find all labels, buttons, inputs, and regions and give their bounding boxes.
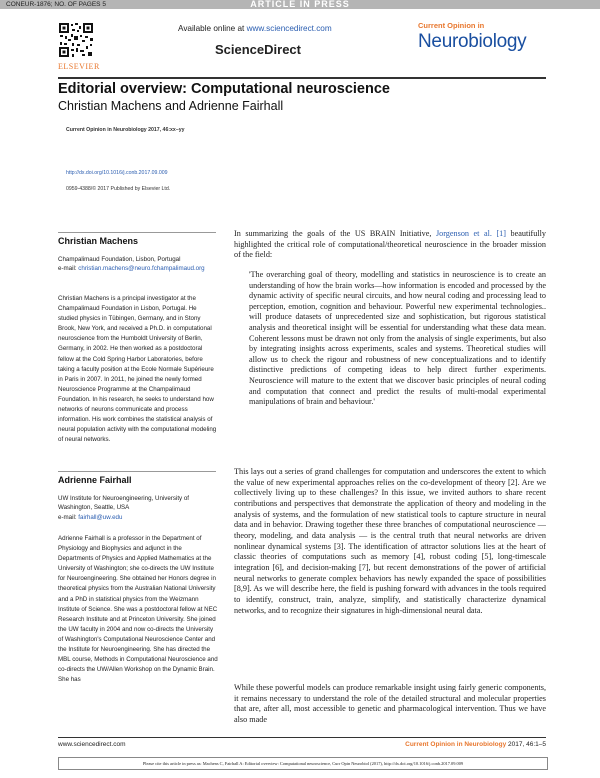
author1-email-link[interactable]: christian.machens@neuro.fchampalimaud.org <box>78 265 205 273</box>
author2-email-link[interactable]: fairhall@uw.edu <box>78 513 123 521</box>
sciencedirect-link[interactable]: www.sciencedirect.com <box>246 24 332 33</box>
availability-prefix: Available online at <box>178 24 247 33</box>
sidebar-divider <box>58 232 216 233</box>
author2-email-line <box>58 513 216 522</box>
article-authors: Christian Machens and Adrienne Fairhall <box>58 99 284 113</box>
article-ref-code: CONEUR-1876; NO. OF PAGES 5 <box>6 1 106 8</box>
header-divider <box>58 77 546 79</box>
author2-name: Adrienne Fairhall <box>58 475 132 485</box>
footer-volume: 2017, 46:1–5 <box>508 741 546 748</box>
journal-prefix: Current Opinion in <box>418 21 485 30</box>
doi-link[interactable]: http://dx.doi.org/10.1016/j.conb.2017.09.009 <box>66 170 168 176</box>
platform-name: ScienceDirect <box>215 42 301 57</box>
author2-affiliation: UW Institute for Neuroengineering, University of Washington, Seattle, USA <box>58 495 190 512</box>
para1-pre: In summarizing the goals of the US BRAIN Initiative, <box>234 229 436 238</box>
qr-code-icon[interactable] <box>58 22 94 58</box>
author1-name: Christian Machens <box>58 236 139 246</box>
ref-jorgenson-link[interactable]: Jorgenson et al. <box>435 229 492 238</box>
brain-initiative-quote: 'The overarching goal of theory, modelling and statistics in neuroscience is to create an understanding of how the brain works—how information is encoded and processed by the dynamic activity of specific neural circuits, and how neural coding and processing lead to perception, emotion, cognition and behaviour. Powerful new experimental technologies.. will produce datasets of unprecedented size and sophistication, but rigorous statistical analysis and theoretical insight will be essential for understanding what these data mean. Coherent lessons must be drawn not only from the analysis of single experiments, but also by integrating insights across experiments, scales and systems. Theoretical studies will allow us to check the rigour and robustness of new conceptualizations and to identify distinctive predictions of competing ideas to help direct further experiments. Neuroscience will mature to the extent that we discover basic principles of neural coding and computation that connect and predict the results of multi-modal experimental manipulations of brain and behaviour.' <box>249 270 546 407</box>
article-in-press-banner: ARTICLE IN PRESS <box>250 0 350 9</box>
journal-logo <box>418 21 546 71</box>
footer-divider <box>58 737 546 738</box>
para1-post: beautifully highlighted the critical role of computational/theoretical neuroscience in the broader mission of the field: <box>234 229 546 260</box>
author2-contact <box>58 494 216 522</box>
body-paragraph-2: This lays out a series of grand challenges for computation and underscores the extent to which the value of new experimental approaches relies on the co-development of theory [2]. Are we collectively living up to these challenges? In this issue, we invited authors to share recent contributions and perspectives that demonstrate the application of theory and modeling in the analysis of systems, and the formulation of new statistical tools to capture structure in neural data and in behavior. Drawing together these three branches of computational neuroscience — theory, modeling, and data analysis — is the central truth that neural networks are driven nonlinear dynamical systems [3]. The identification of attractor solutions lies at the heart of classic theories of computations such as memory [4], robust coding [5], long-timescale integration [6], and decision-making [7], but recent demonstrations of the power of artificial neural networks to generate complex behaviors has newly expanded the space of possibilities [8,9]. As we will describe here, the field is pushing forward with advances in the tools required to identify, construct, train, analyze, simplify, and statistically characterize dynamical networks, and to recognize their signatures in high-dimensional neural data. <box>234 467 546 615</box>
author1-contact <box>58 255 216 274</box>
citation-notice: Please cite this article in press as: Machens C, Fairhall A: Editorial overview: Computational neuroscience, Curr Opin Neurobiol (2017), http://dx.doi.org/10.1016/j.conb.2017.09.009 <box>58 757 548 770</box>
author2-email-label: e-mail: <box>58 513 79 521</box>
footer-website[interactable]: www.sciencedirect.com <box>58 741 126 748</box>
footer-journal <box>330 741 546 748</box>
ref-1-link[interactable]: [1] <box>491 229 506 238</box>
publisher-logo: ELSEVIER <box>58 62 100 71</box>
availability-line <box>178 24 332 33</box>
body-paragraph-1 <box>234 229 546 261</box>
journal-name: Neurobiology <box>418 31 527 52</box>
article-title: Editorial overview: Computational neuroscience <box>58 81 390 97</box>
sidebar-divider <box>58 471 216 472</box>
author1-email-label: e-mail: <box>58 265 79 273</box>
journal-citation: Current Opinion in Neurobiology 2017, 46:xx–yy <box>66 127 185 133</box>
footer-journal-name: Current Opinion in Neurobiology <box>405 741 507 748</box>
body-paragraph-3: While these powerful models can produce remarkable insight using fairly generic components, it remains necessary to understand the role of the detailed structural and molecular properties that are, after all, most accessible to genetic and pharmacological intervention. Thus we have also made <box>234 683 546 724</box>
issn-line: 0959-4388/© 2017 Published by Elsevier Ltd. <box>66 186 171 192</box>
author1-bio: Christian Machens is a principal investigator at the Champalimaud Foundation in Lisbon, Portugal. He studied physics in Tübingen, Germany, and in Stony Brook, New York, and received a Ph.D. in computational neuroscience from the Humboldt University of Berlin, Germany, in 2002. He then worked as a postdoctoral fellow at the Cold Spring Harbor Laboratories, before taking a faculty position at the Ecole Normale Supérieure in Paris in 2007. In 2011, he joined the newly formed Neuroscience Programme at the Champalimaud Foundation. In his research, he seeks to understand how networks of neurons communicate and process information. His work combines the statistical analysis of neural population activity with the computational modeling of neural networks. <box>58 295 217 444</box>
author1-email-line <box>58 264 216 273</box>
author2-bio: Adrienne Fairhall is a professor in the Department of Physiology and Biophysics and adjunct in the Departments of Physics and Applied Mathematics at the University of Washington; she co-directs the UW Institute for Neuroengineering. She obtained her Honors degree in theoretical physics from the Australian National University and a PhD in statistical physics from the Weizmann Institute of Science. She was a postdoctoral fellow at NEC Research Institute and at Princeton University. She joined the UW faculty in 2004 and now co-directs the University of Washington's Computational Neuroscience Center and the Institute for Neuroengineering. She has directed the MBL course, Methods in Computational Neuroscience and co-directs the UW/Allen Workshop on the Dynamic Brain. She has <box>58 535 218 684</box>
author1-affiliation: Champalimaud Foundation, Lisbon, Portugal <box>58 256 181 263</box>
